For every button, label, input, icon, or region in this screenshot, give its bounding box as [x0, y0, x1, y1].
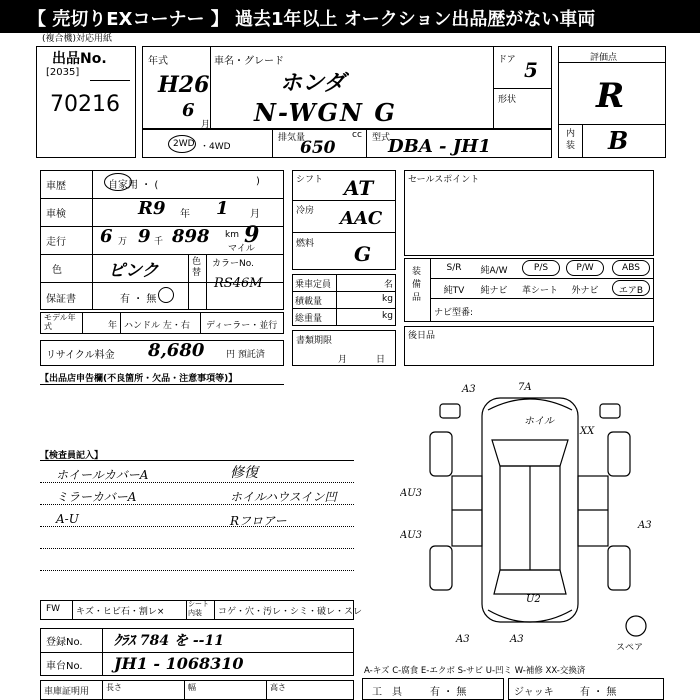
windshield	[492, 440, 568, 466]
load-unit: kg	[382, 294, 393, 304]
mark-au3-2: AU3	[400, 530, 423, 541]
cert-length: 長さ	[106, 683, 122, 692]
car-label: 車名・グレード	[214, 56, 284, 67]
jack-value: 有 ・ 無	[580, 687, 617, 698]
side-right	[578, 476, 608, 546]
doors-label: ドア	[498, 55, 516, 65]
model-year-label: モデル年式	[44, 313, 76, 331]
ac-value: AAC	[340, 208, 383, 229]
mileage-man-unit: 万	[118, 237, 128, 247]
equip-ext-navi: 外ナビ	[571, 286, 599, 296]
mark-a3-rear-left: A3	[456, 634, 470, 645]
shift-label: シフト	[296, 175, 324, 185]
doc-period-label: 書類期限	[296, 336, 333, 346]
tools-value: 有 ・ 無	[430, 687, 467, 698]
banner-title: 【 売切りEXコーナー 】 過去1年以上 オークション出品歴がない車両	[28, 9, 596, 30]
rear-bumper	[488, 610, 572, 622]
model-code-label: 型式	[372, 133, 391, 143]
recycle-label: リサイクル料金	[46, 350, 115, 361]
reg-value: ｸﾗｽ 784 を --11	[114, 633, 224, 649]
lot-code: [2035]	[46, 67, 80, 78]
equip-alloy: 純A/W	[480, 266, 508, 276]
spare-label: スペア	[616, 643, 644, 650]
model-year-unit: 年	[108, 321, 118, 331]
note-1: ホイールカバーA	[56, 468, 149, 482]
front-bumper	[488, 399, 572, 410]
color-value: ピンク	[108, 261, 159, 281]
lot-label: 出品No.	[52, 51, 107, 67]
equipment-label: 装備品	[412, 267, 422, 303]
damage-legend: A-キズ C-腐食 E-エクボ S-サビ U-凹ミ W-補修 XX-交換済	[364, 666, 586, 676]
score-label: 評価点	[590, 53, 618, 63]
interior-label: 内装	[566, 129, 576, 151]
car-model: N-WGN G	[254, 98, 397, 127]
mileage-rest: 898	[172, 226, 210, 247]
car-make: ホンダ	[280, 70, 346, 96]
report-area	[40, 384, 284, 436]
capacity-label: 乗車定員	[295, 280, 332, 290]
side-left	[452, 476, 482, 546]
fuel-label: 燃料	[296, 239, 315, 249]
displacement-value: 650	[300, 138, 336, 158]
mileage-handwritten: 9	[244, 222, 260, 248]
equip-ps: P/S	[533, 263, 549, 273]
fw-label: FW	[46, 604, 61, 614]
note-2: ミラーカバーA	[56, 490, 137, 504]
equip-pw: P/W	[576, 263, 594, 273]
lot-number: 70216	[50, 92, 120, 117]
mark-a3-front: A3	[462, 384, 476, 395]
sales-point-label: セールスポイント	[408, 175, 480, 185]
equip-sr: S/R	[446, 263, 462, 273]
equip-abs: ABS	[622, 263, 640, 273]
history-close: )	[256, 176, 260, 187]
cert-width: 幅	[188, 683, 196, 692]
seat-label: シート内装	[188, 600, 209, 617]
gross-unit: kg	[382, 311, 393, 321]
fw-items: キズ・ヒビ石・割レ×	[76, 607, 165, 617]
model-code-value: DBA - JH1	[388, 136, 491, 157]
displacement-unit: cc	[352, 130, 362, 140]
year-month: 6	[182, 100, 195, 121]
equip-airbag: エアB	[618, 286, 644, 296]
mileage-sen-unit: 千	[154, 237, 164, 247]
mark-xx: XX	[580, 426, 595, 437]
handle-label: ハンドル 左・右	[124, 321, 190, 331]
banner-bar	[0, 0, 700, 33]
inspection-label: 車検	[46, 209, 66, 220]
mileage-sen: 9	[138, 226, 151, 247]
mark-a3-rear: A3	[510, 634, 524, 645]
warranty-label: 保証書	[46, 294, 76, 305]
note-4: 修復	[230, 465, 258, 481]
doc-period-month: 月	[338, 355, 348, 365]
equip-navi: 純ナビ	[480, 286, 508, 296]
capacity-unit: 名	[384, 280, 394, 290]
doors-value: 5	[524, 58, 538, 82]
colorno-value: RS46M	[214, 276, 263, 291]
sheet-subhead: (複合機)対応用紙	[42, 34, 113, 44]
inspection-year-unit: 年	[180, 209, 190, 220]
tools-label: 工 具	[372, 687, 402, 698]
post-box	[404, 326, 654, 366]
warranty-value: 有 ・ 無	[120, 294, 157, 305]
year-era: H26	[158, 72, 210, 98]
inspector-label: 【検査員記入】	[40, 451, 104, 461]
seat-items: コゲ・穴・汚レ・シミ・破レ・スレ	[218, 607, 363, 617]
color-label: 色	[52, 265, 62, 276]
mark-7a: 7A	[518, 382, 532, 393]
score-value: R	[596, 76, 625, 116]
mirror-left	[440, 404, 460, 418]
spare-tire-icon	[626, 616, 646, 636]
load-label: 積載量	[295, 297, 323, 307]
post-label: 後日品	[408, 331, 436, 341]
inspection-year: R9	[138, 198, 166, 219]
history-value: 自家用 ・ (	[108, 180, 159, 191]
mileage-unit-mile: マイル	[228, 244, 255, 254]
drive-2wd: 2WD	[173, 139, 195, 149]
doc-period-day: 日	[376, 355, 386, 365]
mark-u2: U2	[526, 594, 541, 605]
interior-value: B	[608, 126, 629, 155]
wheel-fr	[608, 432, 630, 476]
mileage-man: 6	[100, 226, 113, 247]
recycle-unit: 円 預託済	[226, 350, 265, 360]
cert-height: 高さ	[270, 683, 286, 692]
shape-label: 形状	[498, 95, 517, 105]
jack-label: ジャッキ	[514, 687, 554, 698]
chassis-value: JH1 - 1068310	[114, 654, 244, 673]
mileage-unit: km	[225, 230, 239, 240]
dealer-label: ディーラー・並行	[206, 321, 278, 331]
year-label: 年式	[148, 56, 168, 67]
fuel-value: G	[354, 242, 372, 266]
ac-label: 冷房	[296, 206, 315, 216]
car-diagram	[400, 380, 670, 650]
cert-label: 車庫証明用	[44, 687, 90, 697]
chassis-label: 車台No.	[46, 661, 83, 672]
report-label: 【出品店申告欄(不良箇所・欠品・注意事項等)】	[40, 374, 238, 384]
navi-model-label: ナビ型番:	[434, 308, 474, 318]
inspection-month-unit: 月	[250, 209, 260, 220]
history-label: 車歴	[46, 181, 66, 192]
drive-4wd: ・4WD	[200, 142, 231, 152]
note-5: ホイルハウスイン凹	[230, 490, 337, 504]
reg-label: 登録No.	[46, 637, 83, 648]
equip-tv: 純TV	[443, 286, 465, 296]
wheel-rl	[430, 546, 452, 590]
equip-leather: 革シート	[521, 286, 558, 296]
shift-value: AT	[344, 176, 374, 200]
gross-label: 総重量	[295, 314, 323, 324]
colorno-label: カラーNo.	[212, 259, 254, 269]
inspection-month: 1	[216, 198, 229, 219]
mark-a3-right: A3	[638, 520, 652, 531]
mark-au3-1: AU3	[400, 488, 423, 499]
displacement-label: 排気量	[278, 133, 306, 143]
note-3: A-U	[56, 512, 79, 526]
year-month-unit: 月	[201, 120, 211, 130]
wheel-rr	[608, 546, 630, 590]
wheel-fl	[430, 432, 452, 476]
color-change-label: 色替	[192, 257, 202, 278]
recycle-value: 8,680	[148, 340, 205, 361]
rear-window	[494, 570, 566, 594]
mark-wheel: ホイル	[524, 416, 554, 427]
mirror-right	[600, 404, 620, 418]
mileage-label: 走行	[46, 237, 66, 248]
note-6: Rフロアー	[230, 514, 287, 528]
